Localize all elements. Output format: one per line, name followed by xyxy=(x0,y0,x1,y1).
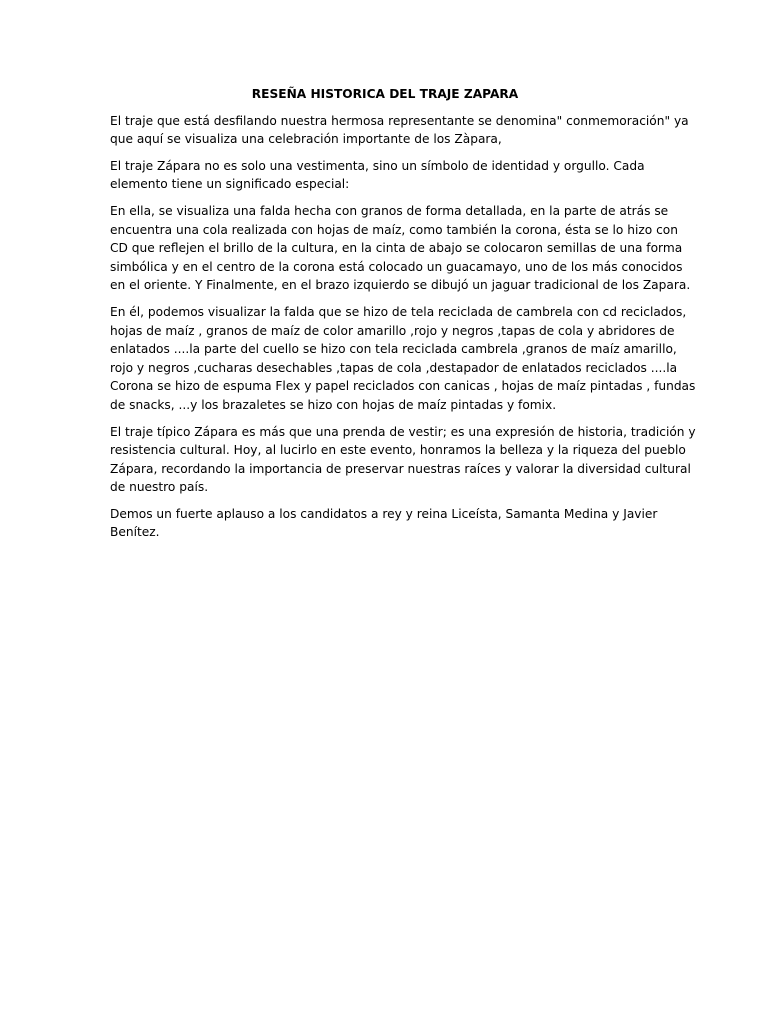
paragraph-line: El traje Zápara no es solo una vestimenta, sino un símbolo de identidad y orgullo. Cada xyxy=(110,158,645,173)
paragraph-line: Benítez. xyxy=(110,525,160,540)
paragraph-3 xyxy=(110,202,691,295)
paragraph-line: Corona se hizo de espuma Flex y papel reciclados con canicas , hojas de maíz pintadas , fundas xyxy=(110,379,696,394)
paragraph-line: encuentra una cola realizada con hojas de maíz, como también la corona, ésta se lo hizo con xyxy=(110,222,678,237)
paragraph-line: rojo y negros ,cucharas desechables ,tapas de cola ,destapador de enlatados reciclados ....la xyxy=(110,360,678,375)
paragraph-1 xyxy=(110,112,689,149)
paragraph-line: que aquí se visualiza una celebración importante de los Zàpara, xyxy=(110,132,502,147)
paragraph-line: resistencia cultural. Hoy, al lucirlo en este evento, honramos la belleza y la riqueza del pueblo xyxy=(110,443,686,458)
paragraph-line: elemento tiene un significado especial: xyxy=(110,177,350,192)
paragraph-line: Zápara, recordando la importancia de preservar nuestras raíces y valorar la diversidad cultural xyxy=(110,461,691,476)
paragraph-line: de nuestro país. xyxy=(110,480,209,495)
paragraph-line: En ella, se visualiza una falda hecha con granos de forma detallada, en la parte de atrás se xyxy=(110,203,669,218)
paragraph-line: El traje típico Zápara es más que una prenda de vestir; es una expresión de historia, tradición y xyxy=(110,424,696,439)
paragraph-4 xyxy=(110,303,696,415)
paragraph-line: En él, podemos visualizar la falda que se hizo de tela reciclada de cambrela con cd reciclados, xyxy=(110,304,687,319)
paragraph-line: de snacks, ...y los brazaletes se hizo con hojas de maíz pintadas y fomix. xyxy=(110,397,557,412)
paragraph-line: Demos un fuerte aplauso a los candidatos a rey y reina Liceísta, Samanta Medina y Javier xyxy=(110,506,658,521)
paragraph-line: en el oriente. Y Finalmente, en el brazo izquierdo se dibujó un jaguar tradicional de los Zapara. xyxy=(110,278,691,293)
paragraph-line: hojas de maíz , granos de maíz de color amarillo ,rojo y negros ,tapas de cola y abridores de xyxy=(110,323,675,338)
paragraph-line: CD que reflejen el brillo de la cultura, en la cinta de abajo se colocaron semillas de una forma xyxy=(110,241,683,256)
paragraph-6 xyxy=(110,505,660,542)
document-page xyxy=(110,85,696,550)
paragraph-5 xyxy=(110,423,696,497)
paragraph-2 xyxy=(110,157,660,194)
paragraph-line: simbólica y en el centro de la corona está colocado un guacamayo, uno de los más conocidos xyxy=(110,259,683,274)
paragraph-line: enlatados ....la parte del cuello se hizo con tela reciclada cambrela ,granos de maíz amarillo, xyxy=(110,342,677,357)
paragraph-line: El traje que está desfilando nuestra hermosa representante se denomina" conmemoración" ya xyxy=(110,113,689,128)
document-title: RESEÑA HISTORICA DEL TRAJE ZAPARA xyxy=(251,87,519,101)
